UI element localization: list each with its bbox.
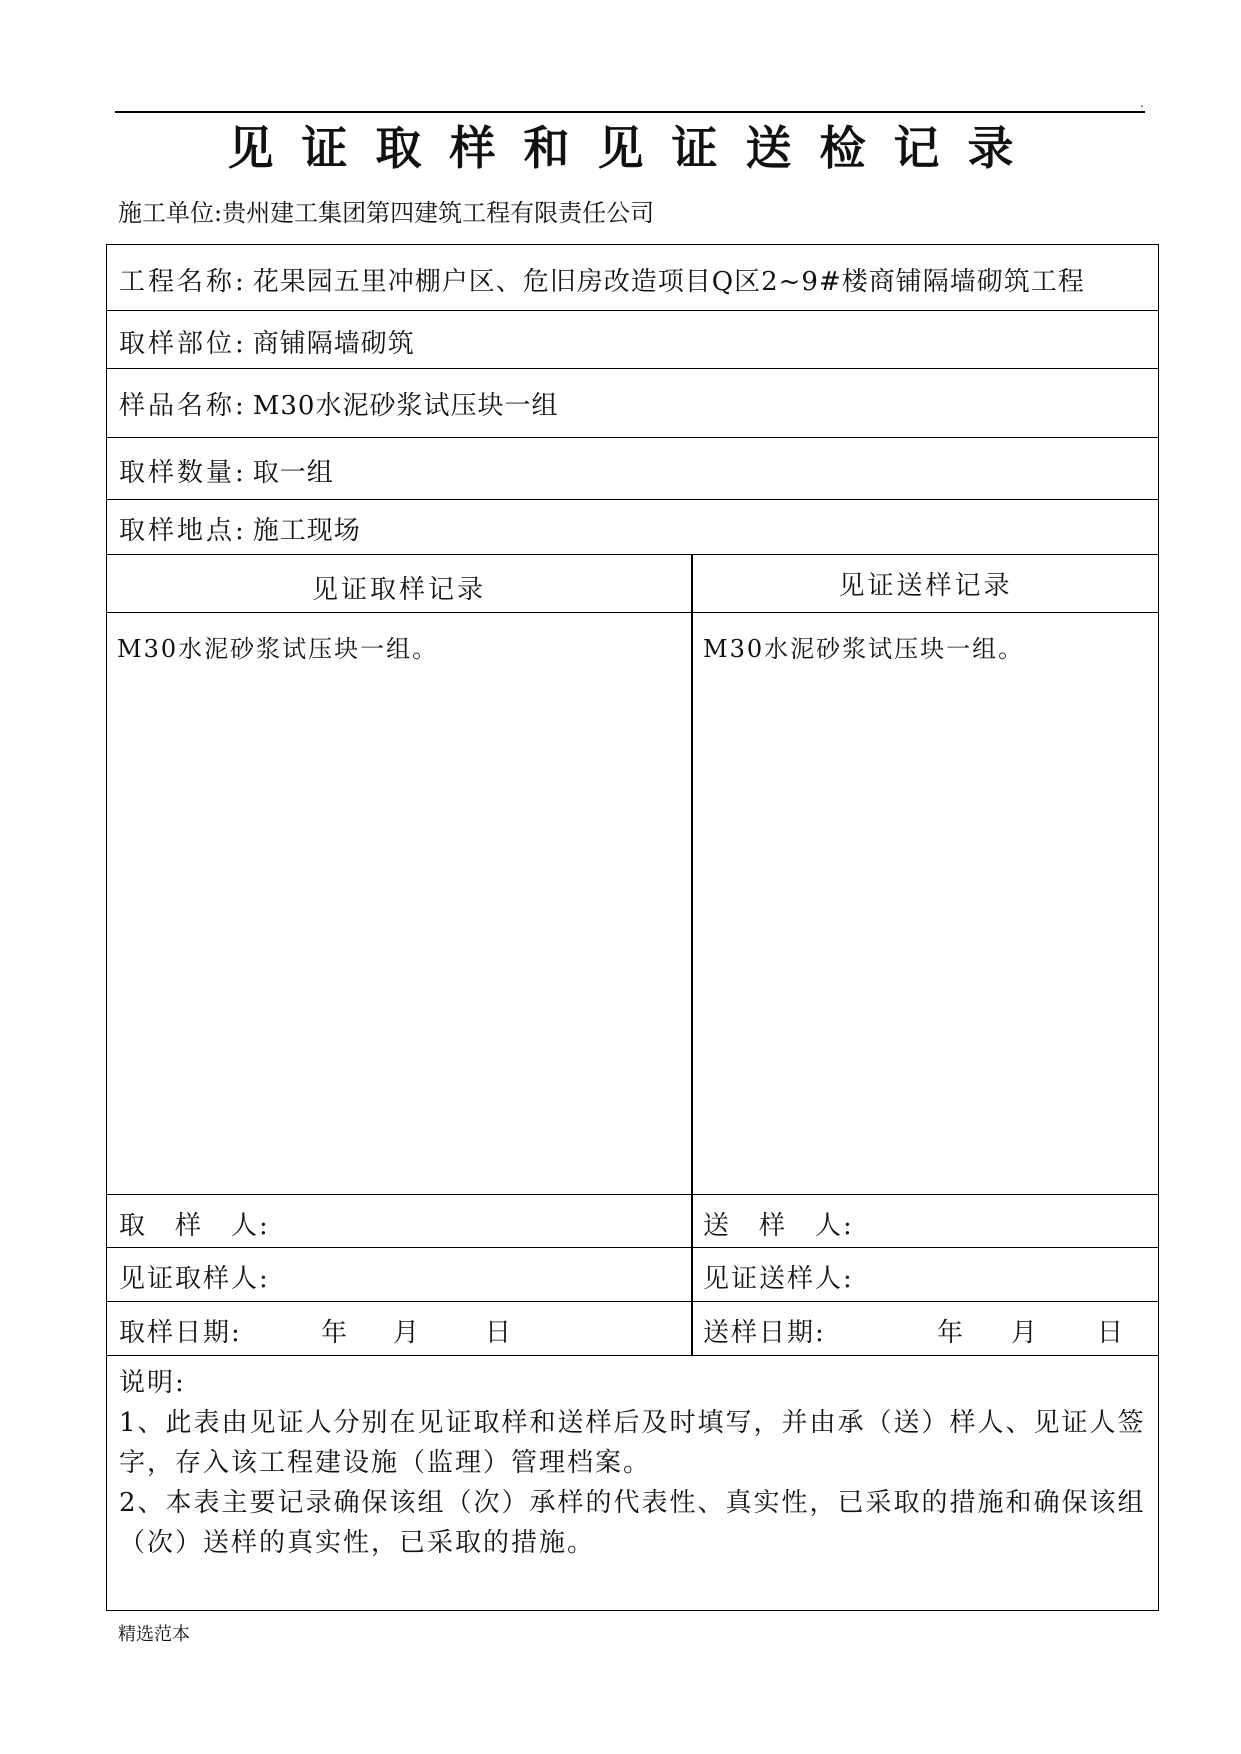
project-name-row [107,245,1158,311]
sample-day-label: 日 [485,1318,514,1348]
field-label: 工程名称: [119,267,247,297]
contractor-value: 贵州建工集团第四建筑工程有限责任公司 [222,199,655,227]
column-divider [691,555,693,1356]
field-label: 取样部位: [119,329,247,359]
contractor-line [118,193,654,228]
witness-sampling-header: 见证取样记录 [311,575,486,605]
send-date-label: 送样日期: [703,1318,826,1348]
send-day-label: 日 [1097,1318,1126,1348]
sending-record-text: M30水泥砂浆试压块一组。 [703,635,1025,663]
sample-quantity-row [107,438,1158,500]
witness-sender-label: 见证送样人: [703,1264,854,1294]
sample-name-row [107,369,1158,438]
record-form [106,244,1159,1611]
notes-section [119,1363,1146,1563]
record-area [107,613,1158,1195]
project-name-value: 花果园五里冲棚户区、危旧房改造项目Q区2~9#楼商铺隔墙砌筑工程 [252,267,1085,297]
sender-label: 送 样 人: [703,1211,854,1241]
sampling-site-value: 施工现场 [252,516,361,546]
sampling-record-text: M30水泥砂浆试压块一组。 [117,635,439,663]
notes-heading: 说明: [119,1368,186,1398]
witness-row [107,1248,1158,1302]
footer-text: 精选范本 [118,1624,190,1645]
witness-sampler-label: 见证取样人: [119,1264,270,1294]
sampling-location-row [107,311,1158,369]
sampler-label: 取 样 人: [119,1211,270,1241]
send-month-label: 月 [1011,1318,1040,1348]
contractor-label: 施工单位: [118,199,223,227]
sample-quantity-value: 取一组 [252,458,334,488]
document-title: 见证取样和见证送检记录 [227,121,1042,175]
corner-mark: . [1140,96,1144,110]
field-label: 样品名称: [119,391,247,421]
field-label: 取样数量: [119,458,247,488]
column-header-row [107,555,1158,613]
sample-name-value: M30水泥砂浆试压块一组 [252,391,559,421]
sample-date-label: 取样日期: [119,1318,242,1348]
notes-item-2: 2、本表主要记录确保该组（次）承样的代表性、真实性，已采取的措施和确保该组（次）送样的真实性，已采取的措施。 [119,1488,1146,1558]
send-year-label: 年 [937,1318,966,1348]
sampler-row [107,1195,1158,1248]
sample-year-label: 年 [321,1318,350,1348]
notes-item-1: 1、此表由见证人分别在见证取样和送样后及时填写，并由承（送）样人、见证人签字，存入该工程建设施（监理）管理档案。 [119,1408,1146,1478]
sample-month-label: 月 [393,1318,422,1348]
sampling-site-row [107,500,1158,555]
field-label: 取样地点: [119,516,247,546]
date-row [107,1302,1158,1356]
witness-sending-header: 见证送样记录 [838,571,1013,601]
sampling-part-value: 商铺隔墙砌筑 [252,329,415,359]
